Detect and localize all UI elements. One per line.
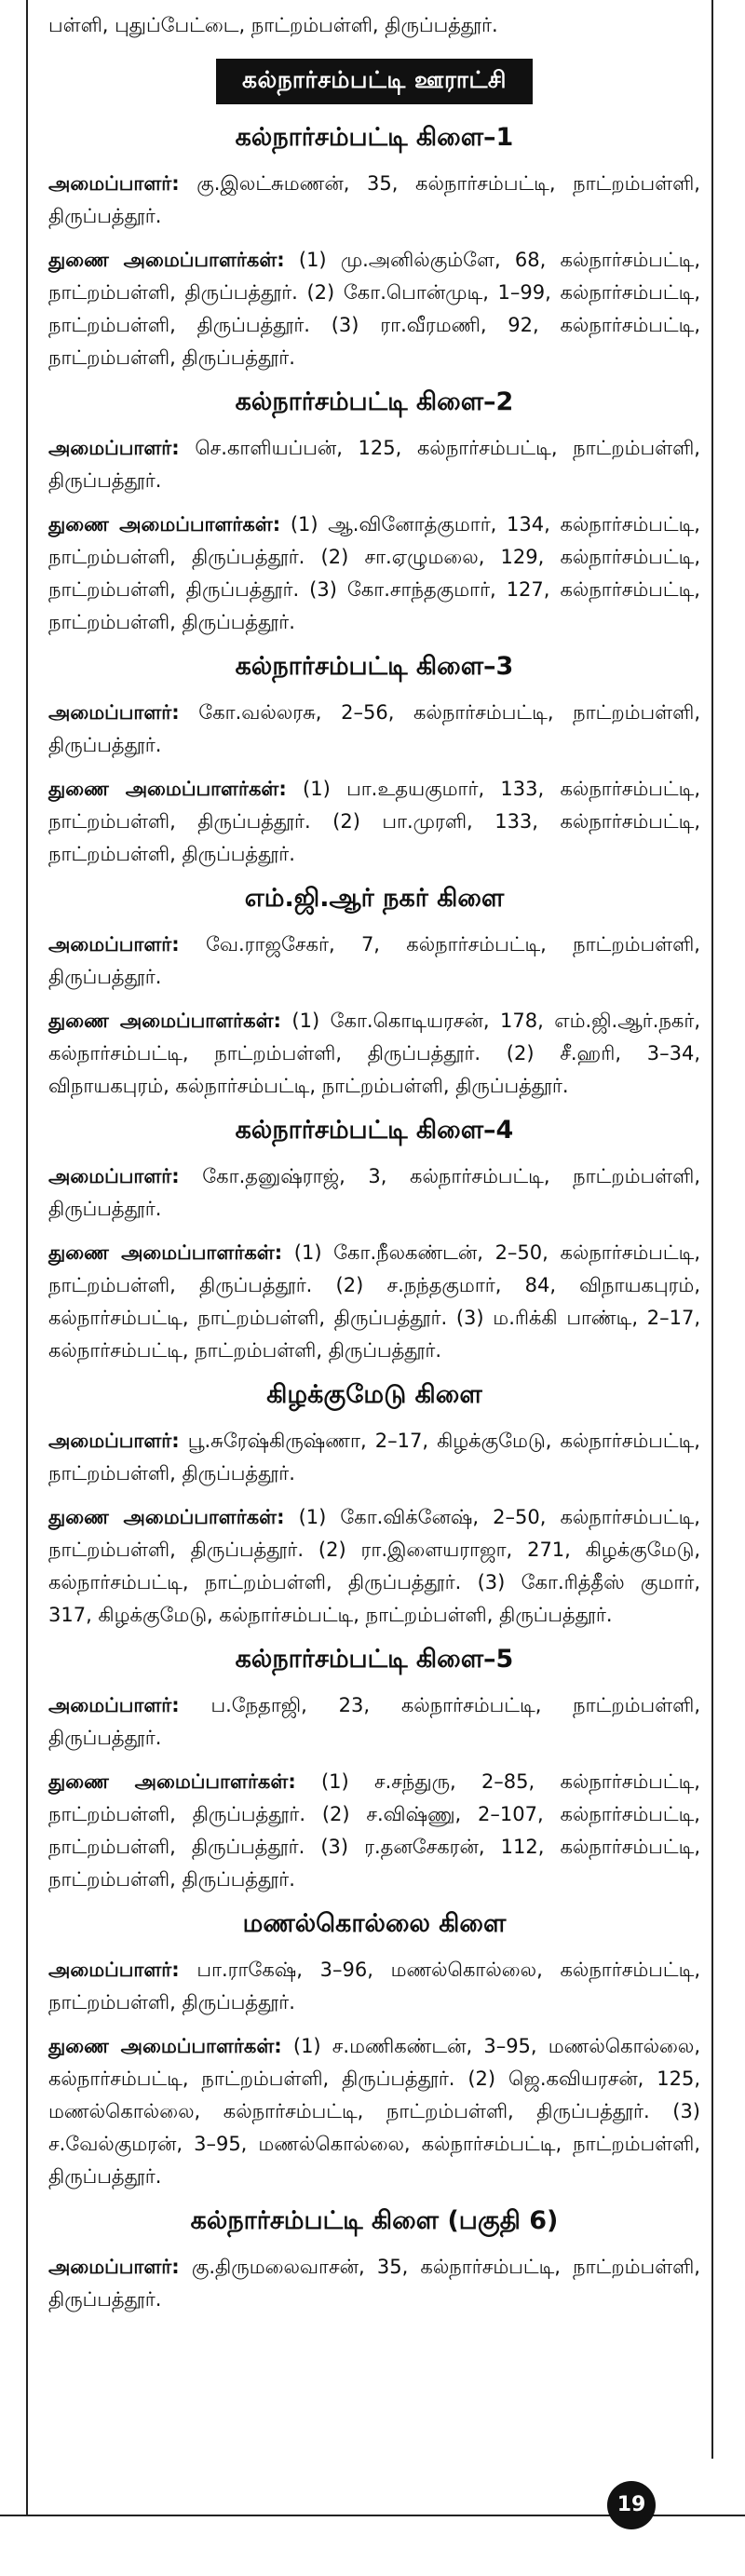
page-number-badge: 19 [607, 2481, 656, 2529]
unit-title: கல்நார்சம்பட்டி கிளை–4 [235, 1116, 514, 1145]
unit-block [48, 1378, 700, 1632]
deputy-organizers-value: (1) கோ.நீலகண்டன், 2–50, கல்நார்சம்பட்டி, நாட்றம்பள்ளி, திருப்பத்தூர். (2) ச.நந்தகுமார், 84, விநாயகபுரம், கல்நார்சம்பட்டி, நாட்றம்பள்ளி, திருப்பத்தூர். (3) ம.ரிக்கி பாண்டி, 2–17, கல்நார்சம்பட்டி, நாட்றம்பள்ளி, திருப்பத்தூர். [48, 1241, 700, 1362]
deputy-organizers-paragraph [48, 2030, 700, 2193]
deputy-organizers-label: துணை அமைப்பாளர்கள்: [48, 1241, 283, 1264]
deputy-organizers-label: துணை அமைப்பாளர்கள்: [48, 1506, 285, 1528]
deputy-organizers-paragraph [48, 773, 700, 871]
unit-block [48, 882, 700, 1103]
section-banner: கல்நார்சம்பட்டி ஊராட்சி [216, 59, 533, 104]
unit-block [48, 1907, 700, 2193]
deputy-organizers-value: (1) கோ.கொடியரசன், 178, எம்.ஜி.ஆர்.நகர், கல்நார்சம்பட்டி, நாட்றம்பள்ளி, திருப்பத்தூர். (2) சீ.ஹரி, 3–34, விநாயகபுரம், கல்நார்சம்பட்டி, நாட்றம்பள்ளி, திருப்பத்தூர். [48, 1010, 700, 1097]
organizer-paragraph [48, 1425, 700, 1490]
left-column-rule [26, 0, 28, 2515]
deputy-organizers-label: துணை அமைப்பாளர்கள்: [48, 1010, 281, 1032]
organizer-label: அமைப்பாளர்: [48, 1165, 180, 1187]
organizer-label: அமைப்பாளர்: [48, 172, 180, 195]
deputy-organizers-label: துணை அமைப்பாளர்கள்: [48, 2035, 282, 2057]
unit-title: கல்நார்சம்பட்டி கிளை–1 [235, 123, 514, 152]
organizer-paragraph [48, 168, 700, 233]
deputy-organizers-label: துணை அமைப்பாளர்கள்: [48, 1770, 296, 1793]
organizer-value: கோ.வல்லரசு, 2–56, கல்நார்சம்பட்டி, நாட்றம்பள்ளி, திருப்பத்தூர். [48, 701, 700, 756]
deputy-organizers-value: (1) கோ.விக்னேஷ், 2–50, கல்நார்சம்பட்டி, நாட்றம்பள்ளி, திருப்பத்தூர். (2) ரா.இளையராஜா, 271, கிழக்குமேடு, கல்நார்சம்பட்டி, நாட்றம்பள்ளி, திருப்பத்தூர். (3) கோ.ரித்தீஸ் குமார், 317, கிழக்குமேடு, கல்நார்சம்பட்டி, நாட்றம்பள்ளி, திருப்பத்தூர். [48, 1506, 700, 1626]
organizer-label: அமைப்பாளர்: [48, 701, 180, 724]
unit-title: கல்நார்சம்பட்டி கிளை–2 [235, 387, 514, 416]
continuation-text: பள்ளி, புதுப்பேட்டை, நாட்றம்பள்ளி, திருப்பத்தூர். [48, 14, 498, 36]
deputy-organizers-paragraph [48, 1005, 700, 1103]
organizer-value: வே.ராஜசேகர், 7, கல்நார்சம்பட்டி, நாட்றம்பள்ளி, திருப்பத்தூர். [48, 933, 700, 988]
organizer-paragraph [48, 432, 700, 497]
deputy-organizers-label: துணை அமைப்பாளர்கள்: [48, 778, 287, 800]
organizer-label: அமைப்பாளர்: [48, 2256, 180, 2278]
section-banner-wrap [48, 59, 700, 104]
unit-block [48, 386, 700, 639]
organizer-paragraph [48, 1160, 700, 1226]
organizer-paragraph [48, 929, 700, 994]
organizer-paragraph [48, 2251, 700, 2316]
deputy-organizers-paragraph [48, 244, 700, 374]
deputy-organizers-value: (1) ச.மணிகண்டன், 3–95, மணல்கொல்லை, கல்நார்சம்பட்டி, நாட்றம்பள்ளி, திருப்பத்தூர். (2) ஜெ.கவியரசன், 125, மணல்கொல்லை, கல்நார்சம்பட்டி, நாட்றம்பள்ளி, திருப்பத்தூர். (3) ச.வேல்குமரன், 3–95, மணல்கொல்லை, கல்நார்சம்பட்டி, நாட்றம்பள்ளி, திருப்பத்தூர். [48, 2035, 700, 2188]
unit-block [48, 1114, 700, 1367]
organizer-paragraph [48, 1689, 700, 1755]
deputy-organizers-label: துணை அமைப்பாளர்கள்: [48, 249, 285, 271]
unit-block [48, 650, 700, 871]
unit-title: கிழக்குமேடு கிளை [266, 1380, 482, 1409]
organizer-label: அமைப்பாளர்: [48, 437, 180, 459]
organizer-paragraph [48, 1954, 700, 2019]
deputy-organizers-paragraph [48, 1766, 700, 1896]
article-column [48, 0, 700, 2327]
organizer-label: அமைப்பாளர்: [48, 1430, 180, 1452]
unit-block [48, 1643, 700, 1896]
deputy-organizers-value: (1) பா.உதயகுமார், 133, கல்நார்சம்பட்டி, நாட்றம்பள்ளி, திருப்பத்தூர். (2) பா.முரளி, 133, கல்நார்சம்பட்டி, நாட்றம்பள்ளி, திருப்பத்தூர். [48, 778, 700, 865]
unit-block [48, 2204, 700, 2316]
organizer-value: கு.திருமலைவாசன், 35, கல்நார்சம்பட்டி, நாட்றம்பள்ளி, திருப்பத்தூர். [48, 2256, 700, 2311]
deputy-organizers-value: (1) ஆ.வினோத்குமார், 134, கல்நார்சம்பட்டி, நாட்றம்பள்ளி, திருப்பத்தூர். (2) சா.ஏழுமலை, 129, கல்நார்சம்பட்டி, நாட்றம்பள்ளி, திருப்பத்தூர். (3) கோ.சாந்தகுமார், 127, கல்நார்சம்பட்டி, நாட்றம்பள்ளி, திருப்பத்தூர். [48, 513, 700, 633]
deputy-organizers-label: துணை அமைப்பாளர்கள்: [48, 513, 281, 536]
organizer-label: அமைப்பாளர்: [48, 1959, 180, 1981]
deputy-organizers-paragraph [48, 508, 700, 639]
organizer-value: கோ.தனுஷ்ராஜ், 3, கல்நார்சம்பட்டி, நாட்றம்பள்ளி, திருப்பத்தூர். [48, 1165, 700, 1220]
deputy-organizers-value: (1) மு.அனில்கும்ளே, 68, கல்நார்சம்பட்டி, நாட்றம்பள்ளி, திருப்பத்தூர். (2) கோ.பொன்முடி, 1–99, கல்நார்சம்பட்டி, நாட்றம்பள்ளி, திருப்பத்தூர். (3) ரா.வீரமணி, 92, கல்நார்சம்பட்டி, நாட்றம்பள்ளி, திருப்பத்தூர். [48, 249, 700, 369]
unit-block [48, 121, 700, 374]
organizer-label: அமைப்பாளர்: [48, 1694, 180, 1716]
unit-title: கல்நார்சம்பட்டி கிளை (பகுதி 6) [190, 2206, 559, 2235]
unit-title: கல்நார்சம்பட்டி கிளை–5 [235, 1645, 514, 1674]
unit-list [48, 121, 700, 2316]
organizer-label: அமைப்பாளர்: [48, 933, 180, 956]
organizer-paragraph [48, 697, 700, 762]
organizer-value: பா.ராகேஷ், 3–96, மணல்கொல்லை, கல்நார்சம்பட்டி, நாட்றம்பள்ளி, திருப்பத்தூர். [48, 1959, 700, 2013]
organizer-value: கு.இலட்சுமணன், 35, கல்நார்சம்பட்டி, நாட்றம்பள்ளி, திருப்பத்தூர். [48, 172, 700, 227]
unit-title: எம்.ஜி.ஆர் நகர் கிளை [244, 884, 505, 913]
unit-title: கல்நார்சம்பட்டி கிளை–3 [235, 652, 514, 681]
deputy-organizers-value: (1) ச.சந்துரு, 2–85, கல்நார்சம்பட்டி, நாட்றம்பள்ளி, திருப்பத்தூர். (2) ச.விஷ்ணு, 2–107, கல்நார்சம்பட்டி, நாட்றம்பள்ளி, திருப்பத்தூர். (3) ர.தனசேகரன், 112, கல்நார்சம்பட்டி, நாட்றம்பள்ளி, திருப்பத்தூர். [48, 1770, 700, 1891]
organizer-value: பூ.சுரேஷ்கிருஷ்ணா, 2–17, கிழக்குமேடு, கல்நார்சம்பட்டி, நாட்றம்பள்ளி, திருப்பத்தூர். [48, 1430, 700, 1485]
unit-title: மணல்கொல்லை கிளை [242, 1909, 507, 1938]
organizer-value: செ.காளியப்பன், 125, கல்நார்சம்பட்டி, நாட்றம்பள்ளி, திருப்பத்தூர். [48, 437, 700, 492]
deputy-organizers-paragraph [48, 1237, 700, 1367]
deputy-organizers-paragraph [48, 1501, 700, 1632]
organizer-value: ப.நேதாஜி, 23, கல்நார்சம்பட்டி, நாட்றம்பள்ளி, திருப்பத்தூர். [48, 1694, 700, 1749]
right-column-rule [711, 0, 713, 2459]
